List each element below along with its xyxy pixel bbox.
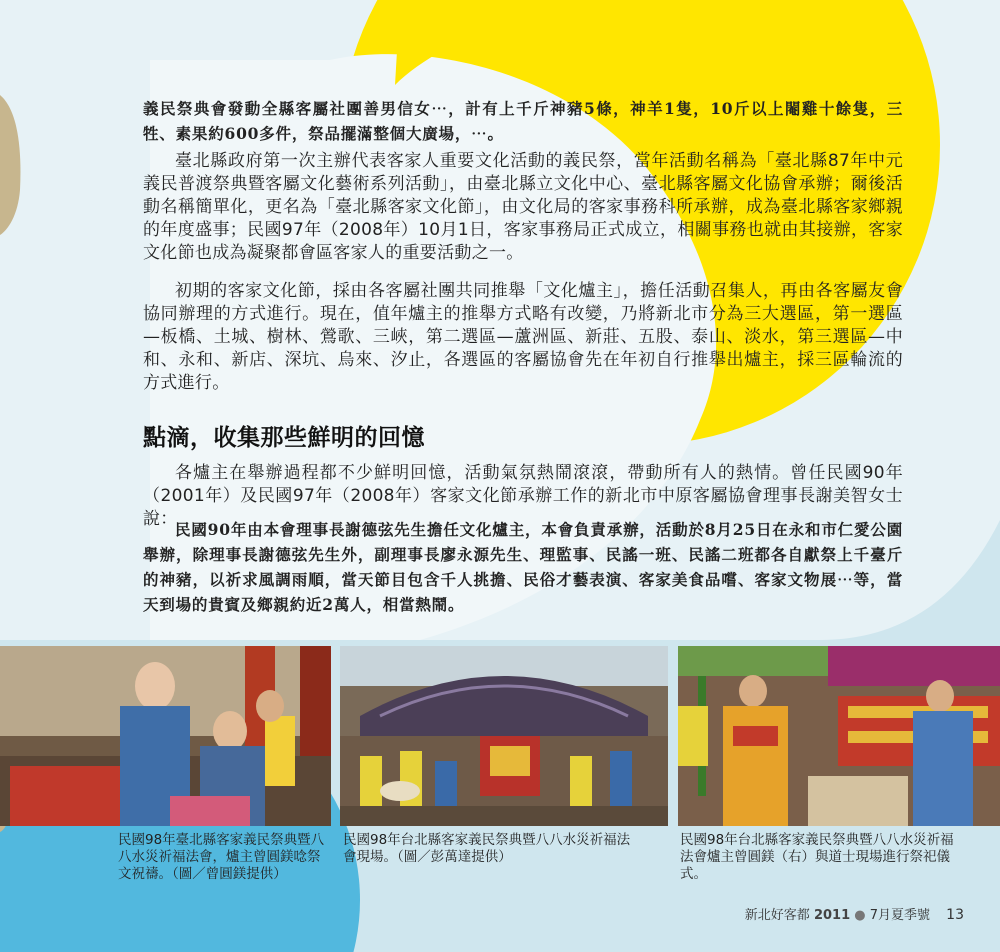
- section-heading: 點滴，收集那些鮮明的回憶: [143, 425, 425, 451]
- quote-paragraph-2: 民國90年由本會理事長謝德弦先生擔任文化爐主，本會負責承辦，活動於8月25日在永和市仁愛公園舉辦，除理事長謝德弦先生外，副理事長廖永源先生、理監事、民謠一班、民謠二班都各自獻祭上千臺斤的神豬，以祈求風調雨順，當天節目包含千人挑擔、民俗才藝表演、客家美食品嚐、客家文物展⋯等，當天到場的貴賓及鄉親約近2萬人，相當熱鬧。: [143, 520, 903, 614]
- photo-taoist-ritual: [678, 646, 1000, 826]
- page-footer: [745, 904, 964, 923]
- caption-photo-3: 民國98年台北縣客家義民祭典暨八八水災祈福法會爐主曾圓鎂（右）與道士現場進行祭祀儀式。: [680, 832, 954, 882]
- caption-photo-1: 民國98年臺北縣客家義民祭典暨八八水災祈福法會，爐主曾圓鎂唸祭文祝禱。（圖／曾圓鎂提供）: [118, 832, 325, 882]
- page-number: 13: [946, 907, 964, 923]
- footer-year: 2011: [813, 908, 851, 923]
- body-paragraph-2: 初期的客家文化節，採由各客屬社團共同推舉「文化爐主」，擔任活動召集人，再由各客屬友會協同辦理的方式進行。現在，值年爐主的推舉方式略有改變，乃將新北市分為三大選區，第一選區—板橋、土城、樹林、鶯歌、三峽，第二選區—蘆洲區、新莊、五股、泰山、淡水，第三選區—中和、永和、新店、深坑、烏來、汐止，各選區的客屬協會先在年初自行推舉出爐主，採三區輪流的方式進行。: [143, 281, 903, 393]
- photo-ceremony-prayer: [0, 646, 331, 826]
- magazine-name: 新北好客都: [744, 908, 810, 923]
- body-paragraph-3: 各爐主在舉辦過程都不少鮮明回憶，活動氣氛熱鬧滾滾，帶動所有人的熱情。曾任民國90年（2001年）及民國97年（2008年）客家文化節承辦工作的新北市中原客屬協會理事長謝美智女士說：: [143, 463, 903, 529]
- footer-issue: 7月夏季號: [869, 908, 931, 923]
- caption-photo-2: 民國98年台北縣客家義民祭典暨八八水災祈福法會現場。（圖／彭萬達提供）: [343, 832, 631, 865]
- body-paragraph-1: 臺北縣政府第一次主辦代表客家人重要文化活動的義民祭，當年活動名稱為「臺北縣87年中元義民普渡祭典暨客屬文化藝術系列活動」，由臺北縣立文化中心、臺北縣客屬文化協會承辦；爾後活動名稱簡單化，更名為「臺北縣客家文化節」，由文化局的客家事務科所承辦，成為臺北縣客家鄉親的年度盛事；民國97年（2008年）10月1日，客家事務局正式成立，相關事務也就由其接辦，客家文化節也成為凝聚都會區客家人的重要活動之一。: [143, 151, 903, 263]
- footer-dot-icon: ●: [854, 908, 866, 923]
- quote-paragraph-1: 義民祭典會發動全縣客屬社團善男信女⋯，計有上千斤神豬5條，神羊1隻，10斤以上閹雞十餘隻，三牲、素果約600多件，祭品擺滿整個大廣場，⋯。: [143, 99, 903, 143]
- photo-ceremony-venue: [340, 646, 668, 826]
